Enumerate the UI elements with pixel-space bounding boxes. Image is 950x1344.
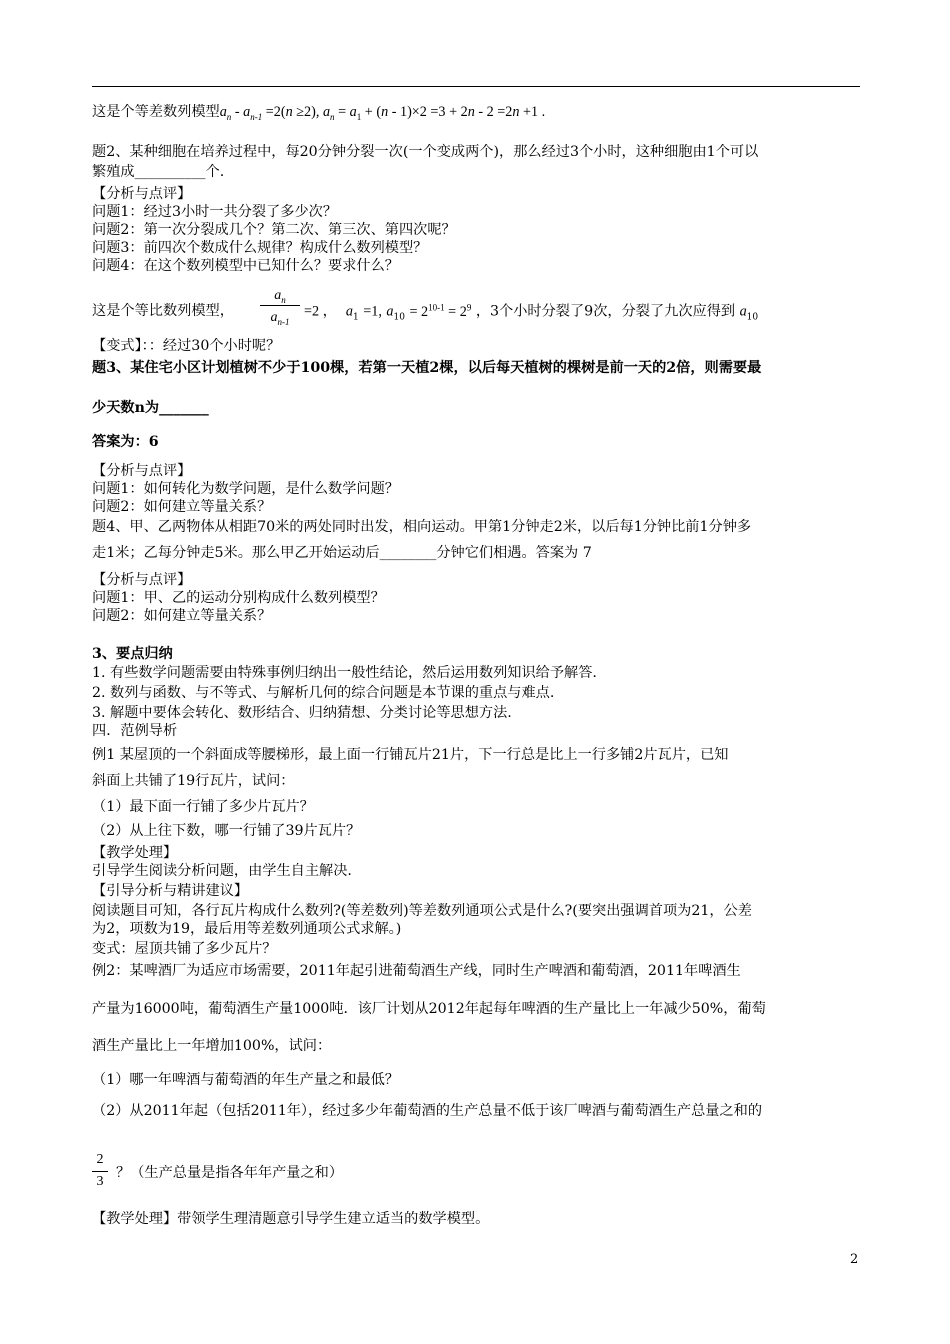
- text-line-l34: 阅读题目可知，各行瓦片构成什么数列?(等差数列)等差数列通项公式是什么?(要突出强调首项为21，公差: [92, 903, 752, 919]
- ratio-suffix: ？（生产总量是指各年年产量之和）: [116, 1165, 344, 1181]
- text-line-l36: 变式：屋顶共铺了多少瓦片？: [92, 941, 277, 957]
- text-line-l19: 【分析与点评】: [92, 572, 192, 588]
- geo-model-rest: =2 ， $a_1 =1$, $a_{10} = 2^{10-1} = 2^9$ ，3个小时分裂了9次，分裂了九次应得到 $a_{10}$: [304, 302, 759, 323]
- text-line-l33: 【引导分析与精讲建议】: [92, 883, 249, 899]
- text-line-l15: 问题1：如何转化为数学问题，是什么数学问题？: [92, 481, 399, 497]
- text-line-l39: 酒生产量比上一年增加100%，试问：: [92, 1038, 332, 1054]
- text-line-l24: 2. 数列与函数、与不等式、与解析几何的综合问题是本节课的重点与难点.: [92, 685, 555, 701]
- text-line-l12: 少天数n为_______: [92, 400, 209, 416]
- text-line-l28: 斜面上共铺了19行瓦片，试问：: [92, 773, 295, 789]
- text-line-l04: 【分析与点评】: [92, 186, 192, 202]
- text-line-l17: 题4、甲、乙两物体从相距70米的两处同时出发，相向运动。甲第1分钟走2米，以后每1分钟比前1分钟多: [92, 519, 752, 535]
- text-line-l43: 【教学处理】带领学生理清题意引导学生建立适当的数学模型。: [92, 1211, 490, 1227]
- text-line-l16: 问题2：如何建立等量关系？: [92, 499, 272, 515]
- ratio-bar: [92, 1171, 108, 1172]
- text-line-l38: 产量为16000吨，葡萄酒生产量1000吨．该厂计划从2012年起每年啤酒的生产量比上一年减少50%，葡萄: [92, 1001, 766, 1017]
- geo-frac-bar: [260, 305, 300, 306]
- text-line-l14: 【分析与点评】: [92, 463, 192, 479]
- text-line-l35: 为2，项数为19，最后用等差数列通项公式求解。): [92, 921, 402, 937]
- text-line-l21: 问题2：如何建立等量关系？: [92, 608, 272, 624]
- geo-frac-numerator: $a_n$: [274, 288, 286, 305]
- header-rule: [92, 86, 860, 87]
- page-number: 2: [850, 1252, 859, 1267]
- arith-model-prefix: 这是个等差数列模型: [92, 104, 220, 120]
- text-line-l26: 四．范例导析: [92, 723, 178, 739]
- arith-model-formula: $a_n - a_{n-1} =2(n \ge 2)$, $a_n = a_1 + (n - 1)\times 2 =3 + 2n - 2 =2n +1$ .: [219, 104, 546, 122]
- text-line-l27: 例1 某屋顶的一个斜面成等腰梯形，最上面一行铺瓦片21片，下一行总是比上一行多铺2片瓦片，已知: [92, 747, 729, 763]
- text-line-l03: 繁殖成__________个.: [92, 164, 225, 180]
- text-line-l10: 【变式】：：经过30个小时呢？: [92, 338, 281, 354]
- text-line-l32: 引导学生阅读分析问题，由学生自主解决.: [92, 863, 352, 879]
- text-line-l23: 1. 有些数学问题需要由特殊事例归纳出一般性结论，然后运用数列知识给予解答.: [92, 665, 597, 681]
- text-line-l06: 问题2：第一次分裂成几个？第二次、第三次、第四次呢？: [92, 222, 456, 238]
- text-line-l11: 题3、某住宅小区计划植树不少于100棵，若第一天植2棵，以后每天植树的棵树是前一天的2倍，则需要最: [92, 360, 762, 376]
- text-line-l29: （1）最下面一行铺了多少片瓦片？: [92, 799, 314, 815]
- arith-model-line: [92, 103, 545, 126]
- text-line-l25: 3. 解题中要体会转化、数形结合、归纳猜想、分类讨论等思想方法.: [92, 705, 512, 721]
- text-line-l20: 问题1：甲、乙的运动分别构成什么数列模型？: [92, 590, 385, 606]
- text-line-l37: 例2：某啤酒厂为适应市场需要，2011年起引进葡萄酒生产线，同时生产啤酒和葡萄酒，2011年啤酒生: [92, 963, 741, 979]
- text-line-l30: （2）从上往下数，哪一行铺了39片瓦片？: [92, 823, 361, 839]
- ratio-numerator: 2: [96, 1152, 104, 1167]
- ratio-denominator: 3: [96, 1174, 104, 1189]
- text-line-l40: （1）哪一年啤酒与葡萄酒的年生产量之和最低？: [92, 1072, 399, 1088]
- text-line-l18: 走1米；乙每分钟走5米。那么甲乙开始运动后________分钟它们相遇。答案为 7: [92, 545, 592, 561]
- text-line-l05: 问题1：经过3小时一共分裂了多少次？: [92, 204, 338, 220]
- text-line-l41: （2）从2011年起（包括2011年），经过多少年葡萄酒的生产总量不低于该厂啤酒与葡萄酒生产总量之和的: [92, 1103, 763, 1119]
- text-line-l22: 3、要点归纳: [92, 646, 173, 662]
- geo-frac-denominator: $a_{n-1}$: [270, 310, 290, 327]
- text-line-l31: 【教学处理】: [92, 845, 178, 861]
- text-line-l07: 问题3：前四次个数成什么规律？构成什么数列模型？: [92, 240, 428, 256]
- geo-model-prefix: 这是个等比数列模型，: [92, 303, 234, 319]
- text-line-l02: 题2、某种细胞在培养过程中，每20分钟分裂一次(一个变成两个)，那么经过3个小时，这种细胞由1个可以: [92, 144, 759, 160]
- text-line-l13: 答案为：6: [92, 434, 159, 450]
- text-line-l08: 问题4：在这个数列模型中已知什么？要求什么？: [92, 258, 399, 274]
